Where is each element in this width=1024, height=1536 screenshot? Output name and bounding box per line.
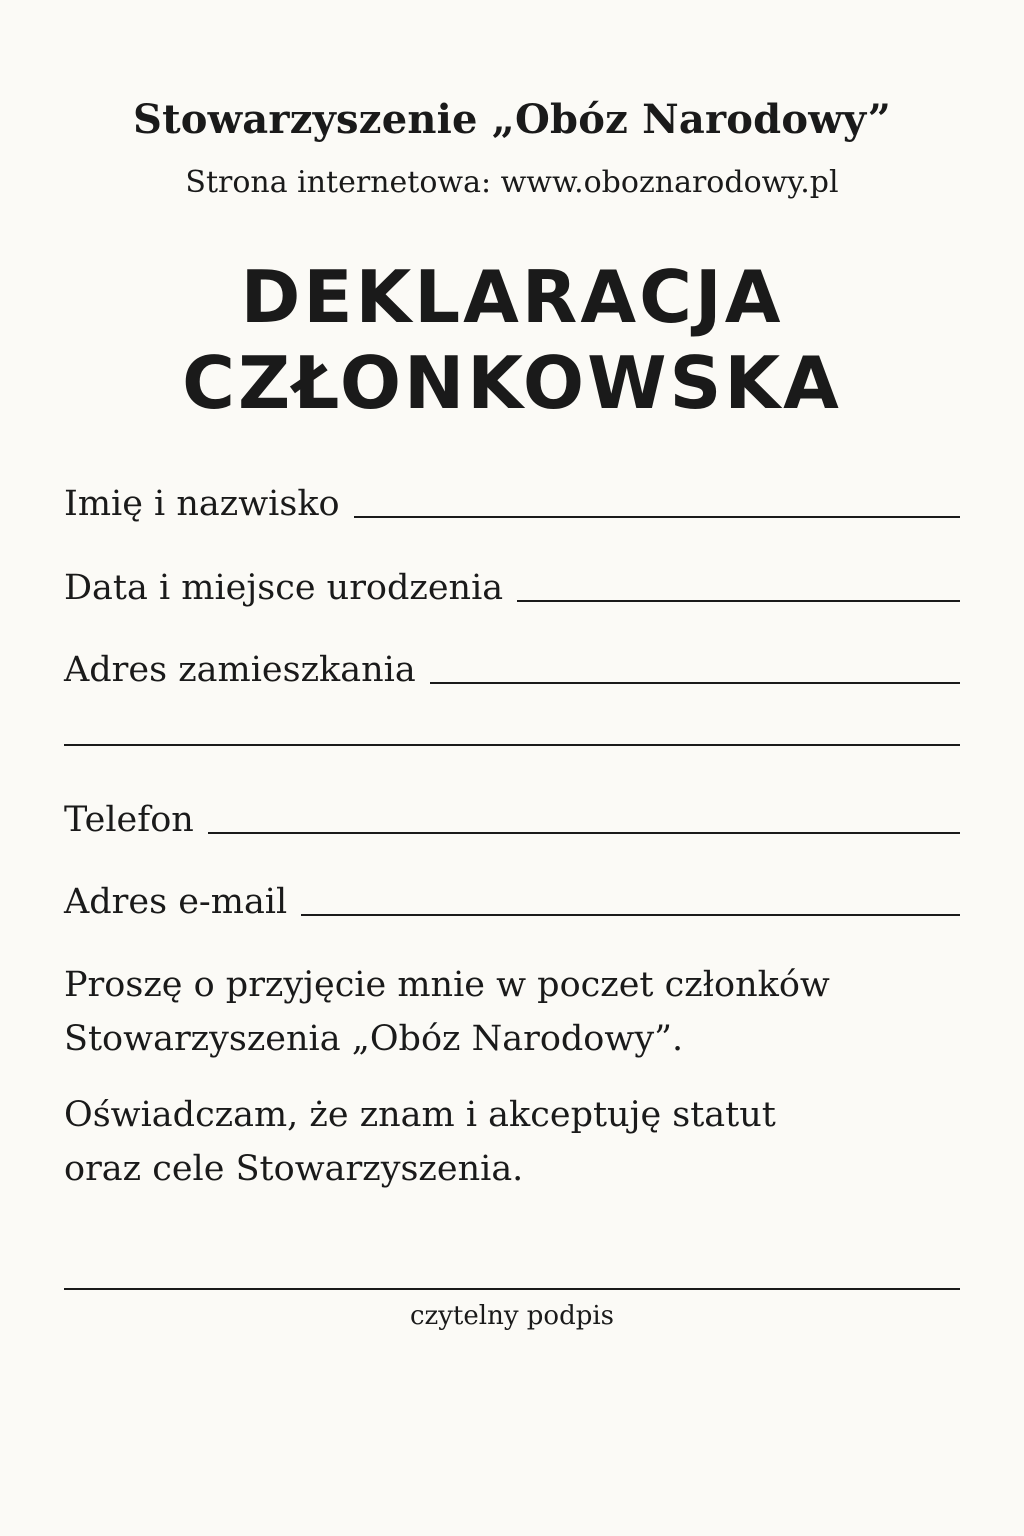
form-title xyxy=(0,254,1024,426)
membership-request-text xyxy=(64,958,960,1066)
request-line-2: Stowarzyszenia „Obóz Narodowy”. xyxy=(64,1019,684,1059)
address-field-line[interactable] xyxy=(430,682,960,684)
organization-name: Stowarzyszenie „Obóz Narodowy” xyxy=(133,96,891,143)
form-title-line-1: DEKLARACJA xyxy=(240,255,784,339)
email-field-label: Adres e-mail xyxy=(64,882,288,922)
birth-field-row xyxy=(64,550,960,610)
phone-field-row xyxy=(64,782,960,842)
email-field-line[interactable] xyxy=(301,914,960,916)
birth-field-line[interactable] xyxy=(517,600,960,602)
signature-caption: czytelny podpis xyxy=(409,1301,615,1331)
statement-line-2: oraz cele Stowarzyszenia. xyxy=(64,1149,524,1189)
birth-field-label: Data i miejsce urodzenia xyxy=(64,568,504,608)
name-field-label: Imię i nazwisko xyxy=(64,484,340,524)
address-field-label: Adres zamieszkania xyxy=(64,650,416,690)
request-line-1: Proszę o przyjęcie mnie w poczet członków xyxy=(64,965,830,1005)
email-field-row xyxy=(64,864,960,924)
address-field-row xyxy=(64,632,960,692)
form-title-line-2: CZŁONKOWSKA xyxy=(182,341,842,425)
name-field-row xyxy=(64,466,960,526)
signature-line[interactable] xyxy=(64,1288,960,1290)
statute-statement-text xyxy=(64,1088,960,1196)
website-line: Strona internetowa: www.oboznarodowy.pl xyxy=(185,165,839,200)
statement-line-1: Oświadczam, że znam i akceptuję statut xyxy=(64,1095,776,1135)
phone-field-label: Telefon xyxy=(64,800,194,840)
phone-field-line[interactable] xyxy=(208,832,960,834)
name-field-line[interactable] xyxy=(354,516,960,518)
address-continuation-line[interactable] xyxy=(64,744,960,746)
